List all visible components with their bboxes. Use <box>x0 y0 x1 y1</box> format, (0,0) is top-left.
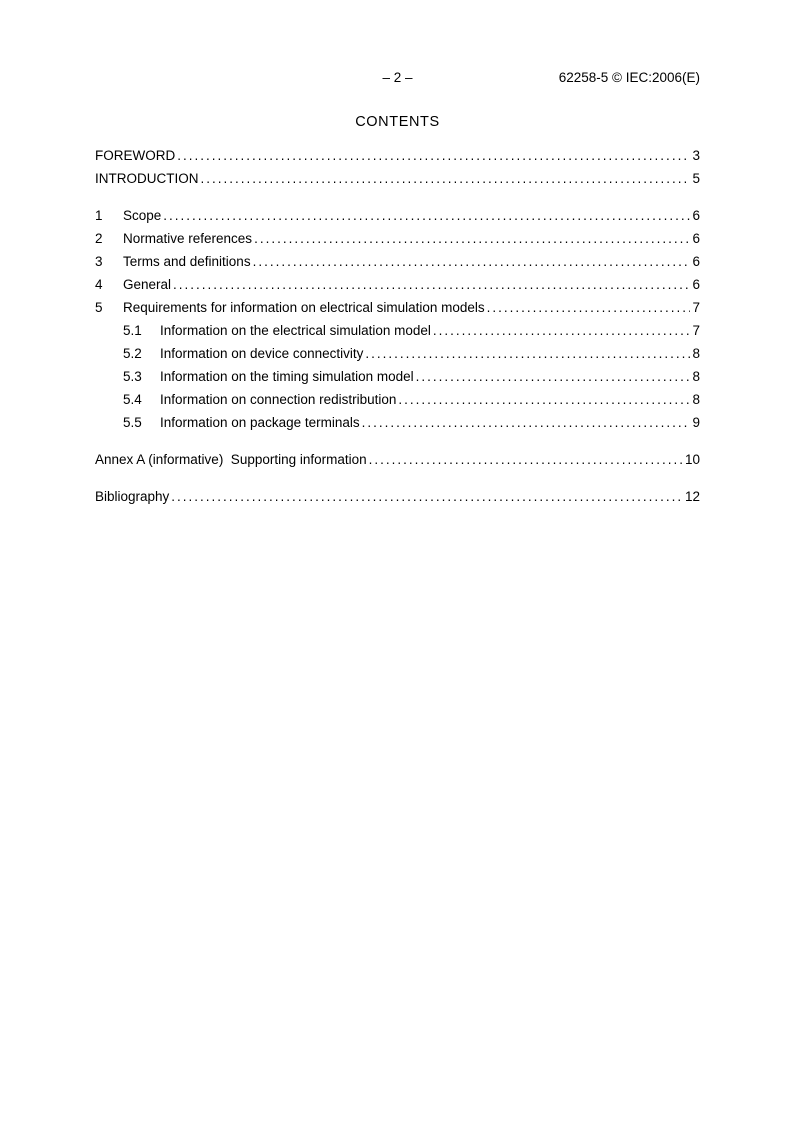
toc-entry-label: Requirements for information on electrical simulation models <box>123 300 485 315</box>
toc-entry-number: 5.5 <box>123 415 142 430</box>
toc-entry-label: Information on the timing simulation model <box>160 369 414 384</box>
toc-entry-label: Information on the electrical simulation model <box>160 323 431 338</box>
toc-entry-label: Terms and definitions <box>123 254 251 269</box>
toc-entry-page: 5 <box>692 171 700 186</box>
toc-entry <box>95 411 700 434</box>
toc-dot-leader <box>433 319 691 342</box>
toc-entry-page: 7 <box>692 323 700 338</box>
toc-entry-page: 8 <box>692 392 700 407</box>
toc-entry-page: 3 <box>692 148 700 163</box>
toc-dot-leader <box>201 167 691 190</box>
toc-dot-leader <box>253 250 691 273</box>
toc-entry <box>95 227 700 250</box>
toc-entry <box>95 319 700 342</box>
toc-entry-number: 4 <box>95 277 103 292</box>
document-reference: 62258-5 © IEC:2006(E) <box>558 70 700 85</box>
toc-entry-page: 10 <box>684 452 700 467</box>
toc-entry-label: General <box>123 277 172 292</box>
toc-entry-label: Information on package terminals <box>160 415 360 430</box>
toc-entry <box>95 388 700 411</box>
toc-entry-label: Normative references <box>123 231 253 246</box>
toc-entry-label: Annex A (informative) Supporting information <box>95 452 367 467</box>
toc-dot-leader <box>173 273 690 296</box>
toc-entry-label: INTRODUCTION <box>95 171 199 186</box>
toc-entry-page: 9 <box>692 415 700 430</box>
toc-dot-leader <box>362 411 691 434</box>
toc-entry <box>95 365 700 388</box>
toc-entry-page: 6 <box>692 254 700 269</box>
toc-entry-number: 1 <box>95 208 103 223</box>
toc-entry-label: Information on device connectivity <box>160 346 364 361</box>
toc-entry-page: 6 <box>692 231 700 246</box>
toc-entry <box>95 204 700 227</box>
toc-dot-leader <box>171 485 683 508</box>
toc-entry-number: 5.1 <box>123 323 142 338</box>
page-number: – 2 – <box>382 70 413 85</box>
toc-dot-leader <box>398 388 690 411</box>
toc-dot-leader <box>254 227 690 250</box>
toc-dot-leader <box>487 296 691 319</box>
toc-dot-leader <box>177 144 690 167</box>
toc-entry-number: 2 <box>95 231 103 246</box>
toc-entry <box>95 296 700 319</box>
toc-entry-label: Information on connection redistribution <box>160 392 397 407</box>
toc-entry <box>95 144 700 167</box>
toc-entry-page: 8 <box>692 369 700 384</box>
toc-entry-number: 5.2 <box>123 346 142 361</box>
contents-title: CONTENTS <box>355 114 440 130</box>
toc-entry-label: Scope <box>123 208 162 223</box>
toc-entry-page: 6 <box>692 208 700 223</box>
toc-entry <box>95 485 700 508</box>
toc-entry <box>95 342 700 365</box>
table-of-contents <box>95 144 700 508</box>
toc-entry-label: Bibliography <box>95 489 170 504</box>
toc-entry-page: 8 <box>692 346 700 361</box>
toc-entry-page: 7 <box>692 300 700 315</box>
toc-entry-page: 12 <box>684 489 700 504</box>
page-header <box>95 70 700 87</box>
toc-entry-number: 5 <box>95 300 103 315</box>
toc-entry-page: 6 <box>692 277 700 292</box>
toc-dot-leader <box>163 204 690 227</box>
toc-entry <box>95 448 700 471</box>
toc-entry <box>95 250 700 273</box>
toc-entry-number: 5.3 <box>123 369 142 384</box>
toc-entry-number: 5.4 <box>123 392 142 407</box>
toc-entry-label: FOREWORD <box>95 148 176 163</box>
toc-dot-leader <box>416 365 691 388</box>
toc-entry <box>95 167 700 190</box>
toc-entry <box>95 273 700 296</box>
toc-dot-leader <box>369 448 683 471</box>
toc-dot-leader <box>365 342 690 365</box>
toc-entry-number: 3 <box>95 254 103 269</box>
